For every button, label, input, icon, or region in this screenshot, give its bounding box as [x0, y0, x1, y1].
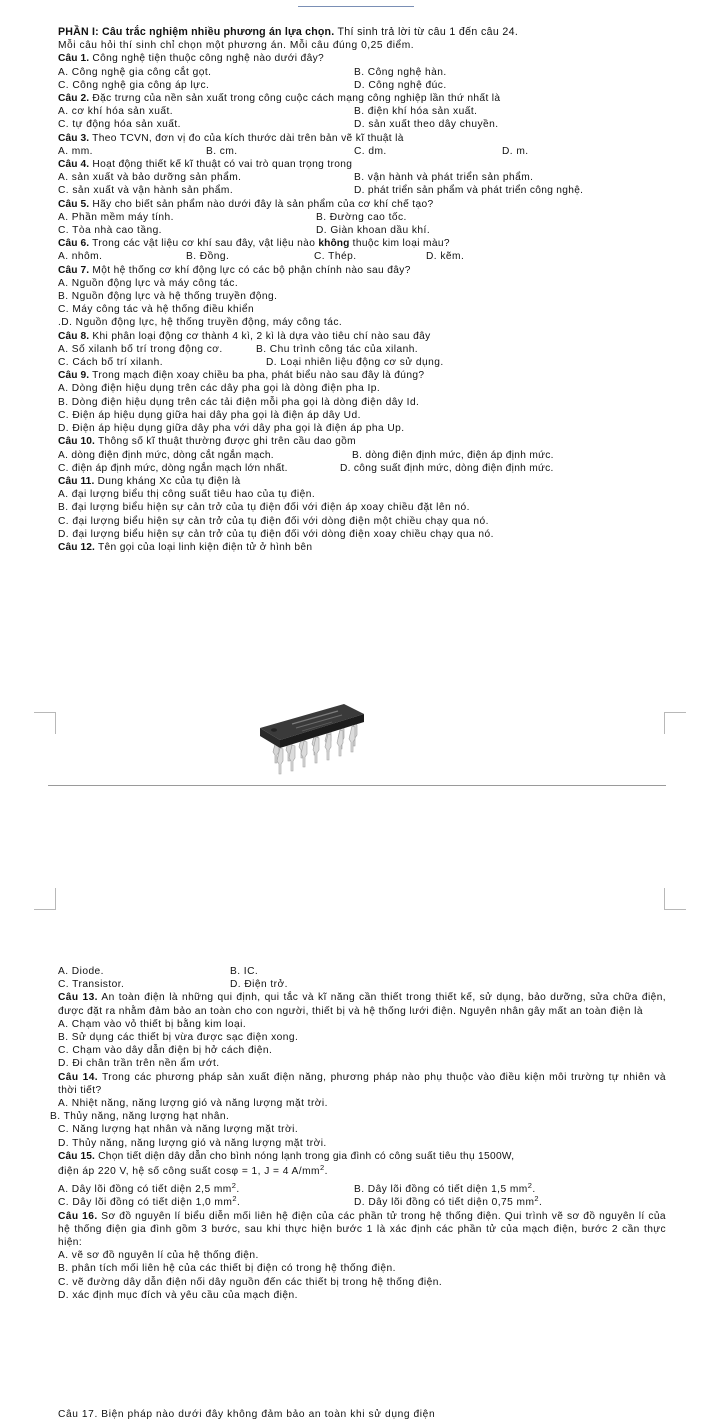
- option-c-text: C. Dây lõi đồng có tiết diện 1,0 mm: [58, 1197, 233, 1209]
- question-text: An toàn điện là những qui định, qui tắc và kĩ năng cần thiết trong thiết kế, sử dụng, bảo dưỡng, sửa chữa điện, được đặt ra nhằm đảm bảo an toàn cho con người, thiết bị và hệ thống lưới điện. Nguyên nhân gây mất an toàn điện là: [58, 992, 666, 1017]
- option-b: B. Dòng điện hiệu dụng trên các tải điện mỗi pha gọi là dòng điện dây Id.: [58, 396, 420, 408]
- question-text: Thông số kĩ thuật thường được ghi trên cầu dao gồm: [94, 436, 356, 448]
- option-b: B. phân tích mối liên hệ của các thiết bị điện có trong hệ thống điện.: [58, 1263, 396, 1275]
- question-12: [58, 541, 666, 554]
- option-b: B. Chu trình công tác của xilanh.: [256, 343, 419, 355]
- option-b-text: B. Dây lõi đồng có tiết diện 1,5 mm: [354, 1184, 528, 1196]
- option-c-end: .: [236, 1197, 241, 1209]
- option-c: C. đại lượng biểu hiện sự cản trở của tụ điện đối với dòng điện một chiều chạy qua nó.: [58, 515, 489, 527]
- option-b: B. Thủy năng, năng lượng hạt nhân.: [50, 1111, 230, 1123]
- superscript: 2: [527, 1183, 533, 1191]
- question-5: [58, 198, 666, 211]
- option-a: A. Phần mềm máy tính.: [58, 211, 174, 223]
- option-a: A. đại lượng biểu thị công suất tiêu hao của tụ điện.: [58, 489, 316, 501]
- question-number: Câu 2.: [58, 93, 90, 105]
- option-b: B. vận hành và phát triển sản phẩm.: [354, 172, 534, 184]
- option-d: D. kẽm.: [426, 251, 465, 263]
- question-17-text: Câu 17. Biện pháp nào dưới đây không đảm bảo an toàn khi sử dụng điện: [58, 1409, 436, 1419]
- question-16: [58, 1210, 666, 1250]
- option-c: [58, 1196, 354, 1209]
- option-a: A. Nguồn động lực và máy công tác.: [58, 277, 239, 289]
- question-text: Đặc trưng của nền sản xuất trong công cuộc cách mạng công nghiệp lần thứ nhất là: [89, 93, 501, 105]
- option-b: B. Công nghệ hàn.: [354, 66, 447, 78]
- part-subtitle: Mỗi câu hỏi thí sinh chỉ chọn một phương án. Mỗi câu đúng 0,25 điểm.: [58, 40, 415, 52]
- option-b: B. Nguồn động lực và hệ thống truyền động.: [58, 291, 278, 303]
- question-6: [58, 237, 666, 250]
- option-d-end: .: [539, 1197, 543, 1209]
- option-c: C. điện áp định mức, dòng ngắn mạch lớn nhất.: [58, 462, 288, 474]
- option-a: A. Diode.: [58, 966, 104, 977]
- option-d: D. m.: [502, 145, 529, 157]
- ic-chip-image: [252, 700, 372, 780]
- option-c: C. Máy công tác và hệ thống điều khiển: [58, 304, 255, 316]
- question-number: Câu 13.: [58, 992, 98, 1004]
- page-corner-mark: [664, 712, 686, 734]
- part-title-rest: Thí sinh trả lời từ câu 1 đến câu 24.: [334, 26, 519, 38]
- option-b-end: .: [532, 1184, 536, 1196]
- option-a: A. cơ khí hóa sản xuất.: [58, 106, 174, 118]
- question-text-end: .: [324, 1166, 328, 1178]
- option-a: A. Công nghệ gia công cắt gọt.: [58, 66, 212, 78]
- question-text: Trong các vật liệu cơ khí sau đây, vật liệu nào: [89, 238, 319, 250]
- exam-sheet-page-2: [50, 965, 666, 1302]
- option-a-end: .: [236, 1184, 240, 1196]
- option-c: C. Công nghệ gia công áp lực.: [58, 79, 210, 91]
- option-d-text: D. Dây lõi đồng có tiết diện 0,75 mm: [354, 1197, 535, 1209]
- question-4: [58, 158, 666, 171]
- question-text: điện áp 220 V, hệ số công suất cosφ = 1, J = 4 A/mm: [58, 1166, 320, 1178]
- option-c: C. tự động hóa sản xuất.: [58, 119, 181, 131]
- option-a: A. mm.: [58, 145, 93, 157]
- option-a: [58, 1183, 354, 1196]
- question-number: Câu 9.: [58, 370, 90, 382]
- question-number: Câu 8.: [58, 330, 90, 342]
- question-15-line-2: [58, 1165, 666, 1178]
- question-number: Câu 7.: [58, 264, 90, 276]
- question-number: Câu 14.: [58, 1071, 99, 1083]
- option-d: D. phát triển sản phẩm và phát triển công nghệ.: [354, 185, 584, 197]
- option-d: [354, 1196, 542, 1209]
- question-8: [58, 330, 666, 343]
- page-separator: [48, 785, 666, 786]
- option-b: B. cm.: [206, 145, 238, 157]
- question-number: Câu 5.: [58, 198, 90, 210]
- option-b: [354, 1183, 536, 1196]
- exam-sheet: [58, 26, 666, 554]
- option-d: .D. Nguồn động lực, hệ thống truyền động, máy công tác.: [58, 317, 343, 329]
- question-number: Câu 4.: [58, 159, 90, 171]
- top-rule: [298, 6, 414, 7]
- page-corner-mark: [664, 888, 686, 910]
- question-text: Một hệ thống cơ khí động lực có các bộ phận chính nào sau đây?: [89, 264, 411, 276]
- option-a: A. nhôm.: [58, 251, 103, 263]
- option-c: C. Năng lượng hạt nhân và năng lượng mặt trời.: [58, 1124, 299, 1136]
- option-b: B. dòng điện định mức, điện áp định mức.: [352, 449, 554, 461]
- question-15: [58, 1150, 666, 1163]
- question-number: Câu 10.: [58, 436, 95, 448]
- question-14: [58, 1071, 666, 1097]
- question-text: Theo TCVN, đơn vị đo của kích thước dài trên bản vẽ kĩ thuật là: [89, 132, 404, 144]
- superscript: 2: [319, 1163, 325, 1173]
- option-d: D. sản xuất theo dây chuyền.: [354, 119, 499, 131]
- option-a: A. Số xilanh bố trí trong động cơ.: [58, 343, 223, 355]
- question-text: Công nghệ tiện thuộc công nghệ nào dưới đây?: [89, 53, 325, 65]
- option-a: A. vẽ sơ đồ nguyên lí của hệ thống điện.: [58, 1250, 259, 1262]
- part-title: [58, 26, 666, 39]
- question-text: Sơ đồ nguyên lí biểu diễn mối liên hệ điện của các phần tử trong hệ thống điện. Qui trình vẽ sơ đồ nguyên lí của hệ thống điện gia đình gồm 3 bước, sau khi thực hiện bước 1 là xác định các phần tử của mạch điện, bước 2 cần thực hiện:: [58, 1210, 666, 1249]
- option-a: A. Nhiệt năng, năng lượng gió và năng lượng mặt trời.: [58, 1098, 328, 1110]
- ic-chip-icon: [252, 700, 372, 780]
- question-1: [58, 52, 666, 65]
- question-10: [58, 435, 666, 448]
- question-number: Câu 15.: [58, 1150, 95, 1162]
- question-number: Câu 3.: [58, 132, 90, 144]
- question-text: Hãy cho biết sản phẩm nào dưới đây là sản phẩm của cơ khí chế tạo?: [89, 198, 434, 210]
- option-c: C. Chạm vào dây dẫn điện bị hở cách điện.: [58, 1045, 273, 1057]
- option-c: C. Thép.: [314, 251, 357, 263]
- question-text: Tên gọi của loại linh kiện điện tử ở hình bên: [94, 541, 313, 553]
- option-a-text: A. Dây lõi đồng có tiết diện 2,5 mm: [58, 1184, 232, 1196]
- superscript: 2: [231, 1183, 237, 1191]
- option-b: B. Đường cao tốc.: [316, 211, 407, 223]
- option-d: D. đại lượng biểu hiện sự cản trở của tụ điện đối với dòng điện xoay chiều chạy qua nó.: [58, 528, 494, 540]
- option-a: A. Dòng điện hiệu dụng trên các dây pha gọi là dòng điện pha Ip.: [58, 383, 381, 395]
- option-c: C. Cách bố trí xilanh.: [58, 357, 164, 369]
- option-a: A. dòng điện định mức, dòng cắt ngắn mạch.: [58, 449, 274, 461]
- option-c: C. vẽ đường dây dẫn điện nối dây nguồn đến các thiết bị trong hệ thống điện.: [58, 1276, 443, 1288]
- option-d: D. Điện trở.: [230, 979, 288, 991]
- question-number: Câu 16.: [58, 1210, 98, 1222]
- option-d: D. Điện áp hiệu dụng giữa dây pha với dây pha gọi là điện áp pha Up.: [58, 423, 405, 435]
- option-a: A. Chạm vào vỏ thiết bị bằng kim loại.: [58, 1018, 247, 1030]
- superscript: 2: [232, 1196, 237, 1204]
- superscript: 2: [534, 1196, 540, 1204]
- question-text: Hoạt động thiết kế kĩ thuật có vai trò quan trọng trong: [89, 159, 353, 171]
- option-d: D. Giàn khoan dầu khí.: [316, 225, 431, 237]
- page-corner-mark: [34, 888, 56, 910]
- question-text: Trong mạch điện xoay chiều ba pha, phát biểu nào sau đây là đúng?: [89, 370, 425, 382]
- option-c: C. dm.: [354, 145, 387, 157]
- question-11: [58, 475, 666, 488]
- question-text: Chọn tiết diện dây dẫn cho bình nóng lạnh trong gia đình có công suất tiêu thụ 1500W,: [94, 1150, 515, 1162]
- question-text: Khi phân loại động cơ thành 4 kì, 2 kì là dựa vào tiêu chí nào sau đây: [89, 330, 431, 342]
- option-b: B. điện khí hóa sản xuất.: [354, 106, 478, 118]
- part-title-bold: PHẦN I: Câu trắc nghiệm nhiều phương án lựa chọn.: [58, 26, 335, 38]
- option-d: D. xác định mục đích và yêu cầu của mạch điện.: [58, 1289, 298, 1301]
- question-number: Câu 12.: [58, 541, 95, 553]
- question-9: [58, 369, 666, 382]
- question-3: [58, 132, 666, 145]
- option-d: D. công suất định mức, dòng điện định mức.: [340, 462, 554, 474]
- question-text: Dung kháng Xc của tụ điện là: [94, 475, 241, 487]
- question-13: [58, 991, 666, 1017]
- option-b: B. Đồng.: [186, 251, 230, 263]
- option-b: B. IC.: [230, 966, 259, 977]
- option-d: D. Loại nhiên liệu động cơ sử dụng.: [266, 357, 444, 369]
- option-b: B. đại lượng biểu hiện sự cản trở của tụ điện đối với điện áp xoay chiều đặt lên nó.: [58, 502, 470, 514]
- option-d: D. Đi chân trần trên nền ẩm ướt.: [58, 1058, 220, 1070]
- question-number: Câu 1.: [58, 53, 90, 65]
- question-text: Trong các phương pháp sản xuất điện năng, phương pháp nào phụ thuộc vào điều kiện môi trường tự nhiên và thời tiết?: [58, 1071, 666, 1096]
- question-emphasis: không: [318, 238, 350, 250]
- option-a: A. sản xuất và bảo dưỡng sản phẩm.: [58, 172, 242, 184]
- question-2: [58, 92, 666, 105]
- page-corner-mark: [34, 712, 56, 734]
- option-c: C. Transistor.: [58, 979, 125, 991]
- option-b: B. Sử dụng các thiết bị vừa được sạc điện xong.: [58, 1032, 299, 1044]
- question-text-end: thuộc kim loại màu?: [349, 238, 450, 250]
- question-number: Câu 11.: [58, 475, 95, 487]
- option-d: D. Công nghệ đúc.: [354, 79, 447, 91]
- question-7: [58, 264, 666, 277]
- question-number: Câu 6.: [58, 238, 90, 250]
- option-d: D. Thủy năng, năng lượng gió và năng lượng mặt trời.: [58, 1137, 327, 1149]
- question-17-cut-off: [58, 1408, 666, 1419]
- option-c: C. Điện áp hiệu dụng giữa hai dây pha gọi là điện áp dây Ud.: [58, 409, 361, 421]
- option-c: C. sản xuất và vận hành sản phẩm.: [58, 185, 234, 197]
- option-c: C. Tòa nhà cao tầng.: [58, 225, 162, 237]
